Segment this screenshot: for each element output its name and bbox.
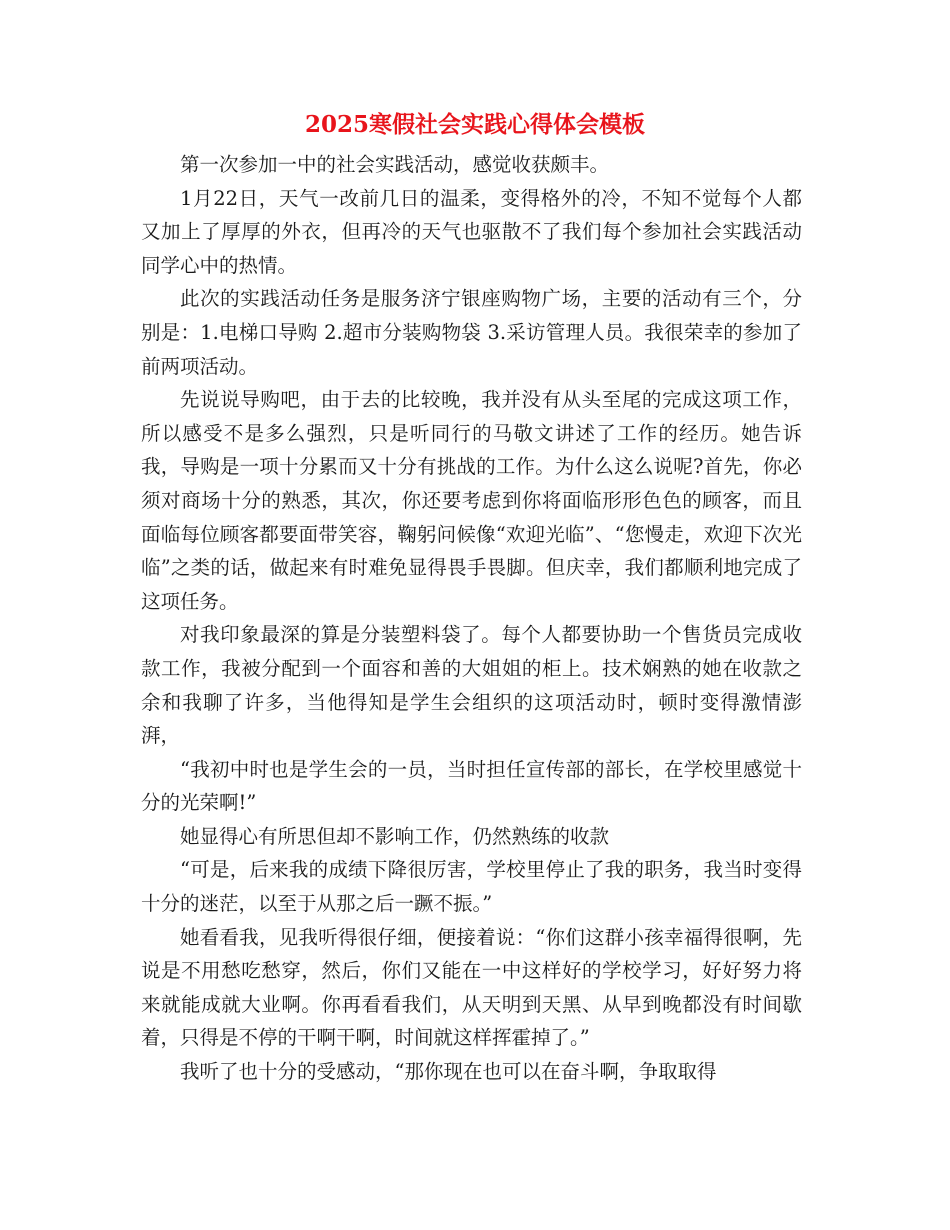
paragraph: 对我印象最深的算是分装塑料袋了。每个人都要协助一个售货员完成收款工作，我被分配到一个面容和善的大姐姐的柜上。技术娴熟的她在收款之余和我聊了许多，当他得知是学生会组织的这项活动时，顿时变得激情澎湃，	[141, 623, 802, 748]
paragraph: 先说说导购吧，由于去的比较晚，我并没有从头至尾的完成这项工作，所以感受不是多么强烈，只是听同行的马敬文讲述了工作的经历。她告诉我，导购是一项十分累而又十分有挑战的工作。为什么这么说呢?首先，你必须对商场十分的熟悉，其次，你还要考虑到你将面临形形色色的顾客，而且面临每位顾客都要面带笑容，鞠躬问候像“欢迎光临”、“您慢走，欢迎下次光临”之类的话，做起来有时难免显得畏手畏脚。但庆幸，我们都顺利地完成了这项任务。	[141, 388, 802, 613]
paragraph: 此次的实践活动任务是服务济宁银座购物广场，主要的活动有三个，分别是：1.电梯口导购 2.超市分装购物袋 3.采访管理人员。我很荣幸的参加了前两项活动。	[141, 287, 802, 378]
paragraph: “可是，后来我的成绩下降很厉害，学校里停止了我的职务，我当时变得十分的迷茫，以至于从那之后一蹶不振。”	[141, 858, 802, 916]
paragraph: 她显得心有所思但却不影响工作，仍然熟练的收款	[180, 824, 610, 848]
paragraph: 我听了也十分的受感动，“那你现在也可以在奋斗啊，争取取得	[180, 1060, 717, 1084]
paragraph: 1月22日，天气一改前几日的温柔，变得格外的冷，不知不觉每个人都又加上了厚厚的外衣，但再冷的天气也驱散不了我们每个参加社会实践活动同学心中的热情。	[141, 186, 802, 277]
document-body	[141, 148, 802, 1089]
paragraph: 她看看我，见我听得很仔细，便接着说：“你们这群小孩幸福得很啊，先说是不用愁吃愁穿，然后，你们又能在一中这样好的学校学习，好好努力将来就能成就大业啊。你再看看我们，从天明到天黑、从早到晚都没有时间歇着，只得是不停的干啊干啊，时间就这样挥霍掉了。”	[141, 925, 802, 1050]
paragraph: 第一次参加一中的社会实践活动，感觉收获颇丰。	[180, 153, 610, 176]
paragraph: “我初中时也是学生会的一员，当时担任宣传部的部长，在学校里感觉十分的光荣啊!”	[141, 757, 802, 815]
document-title: 2025寒假社会实践心得体会模板	[304, 111, 645, 138]
